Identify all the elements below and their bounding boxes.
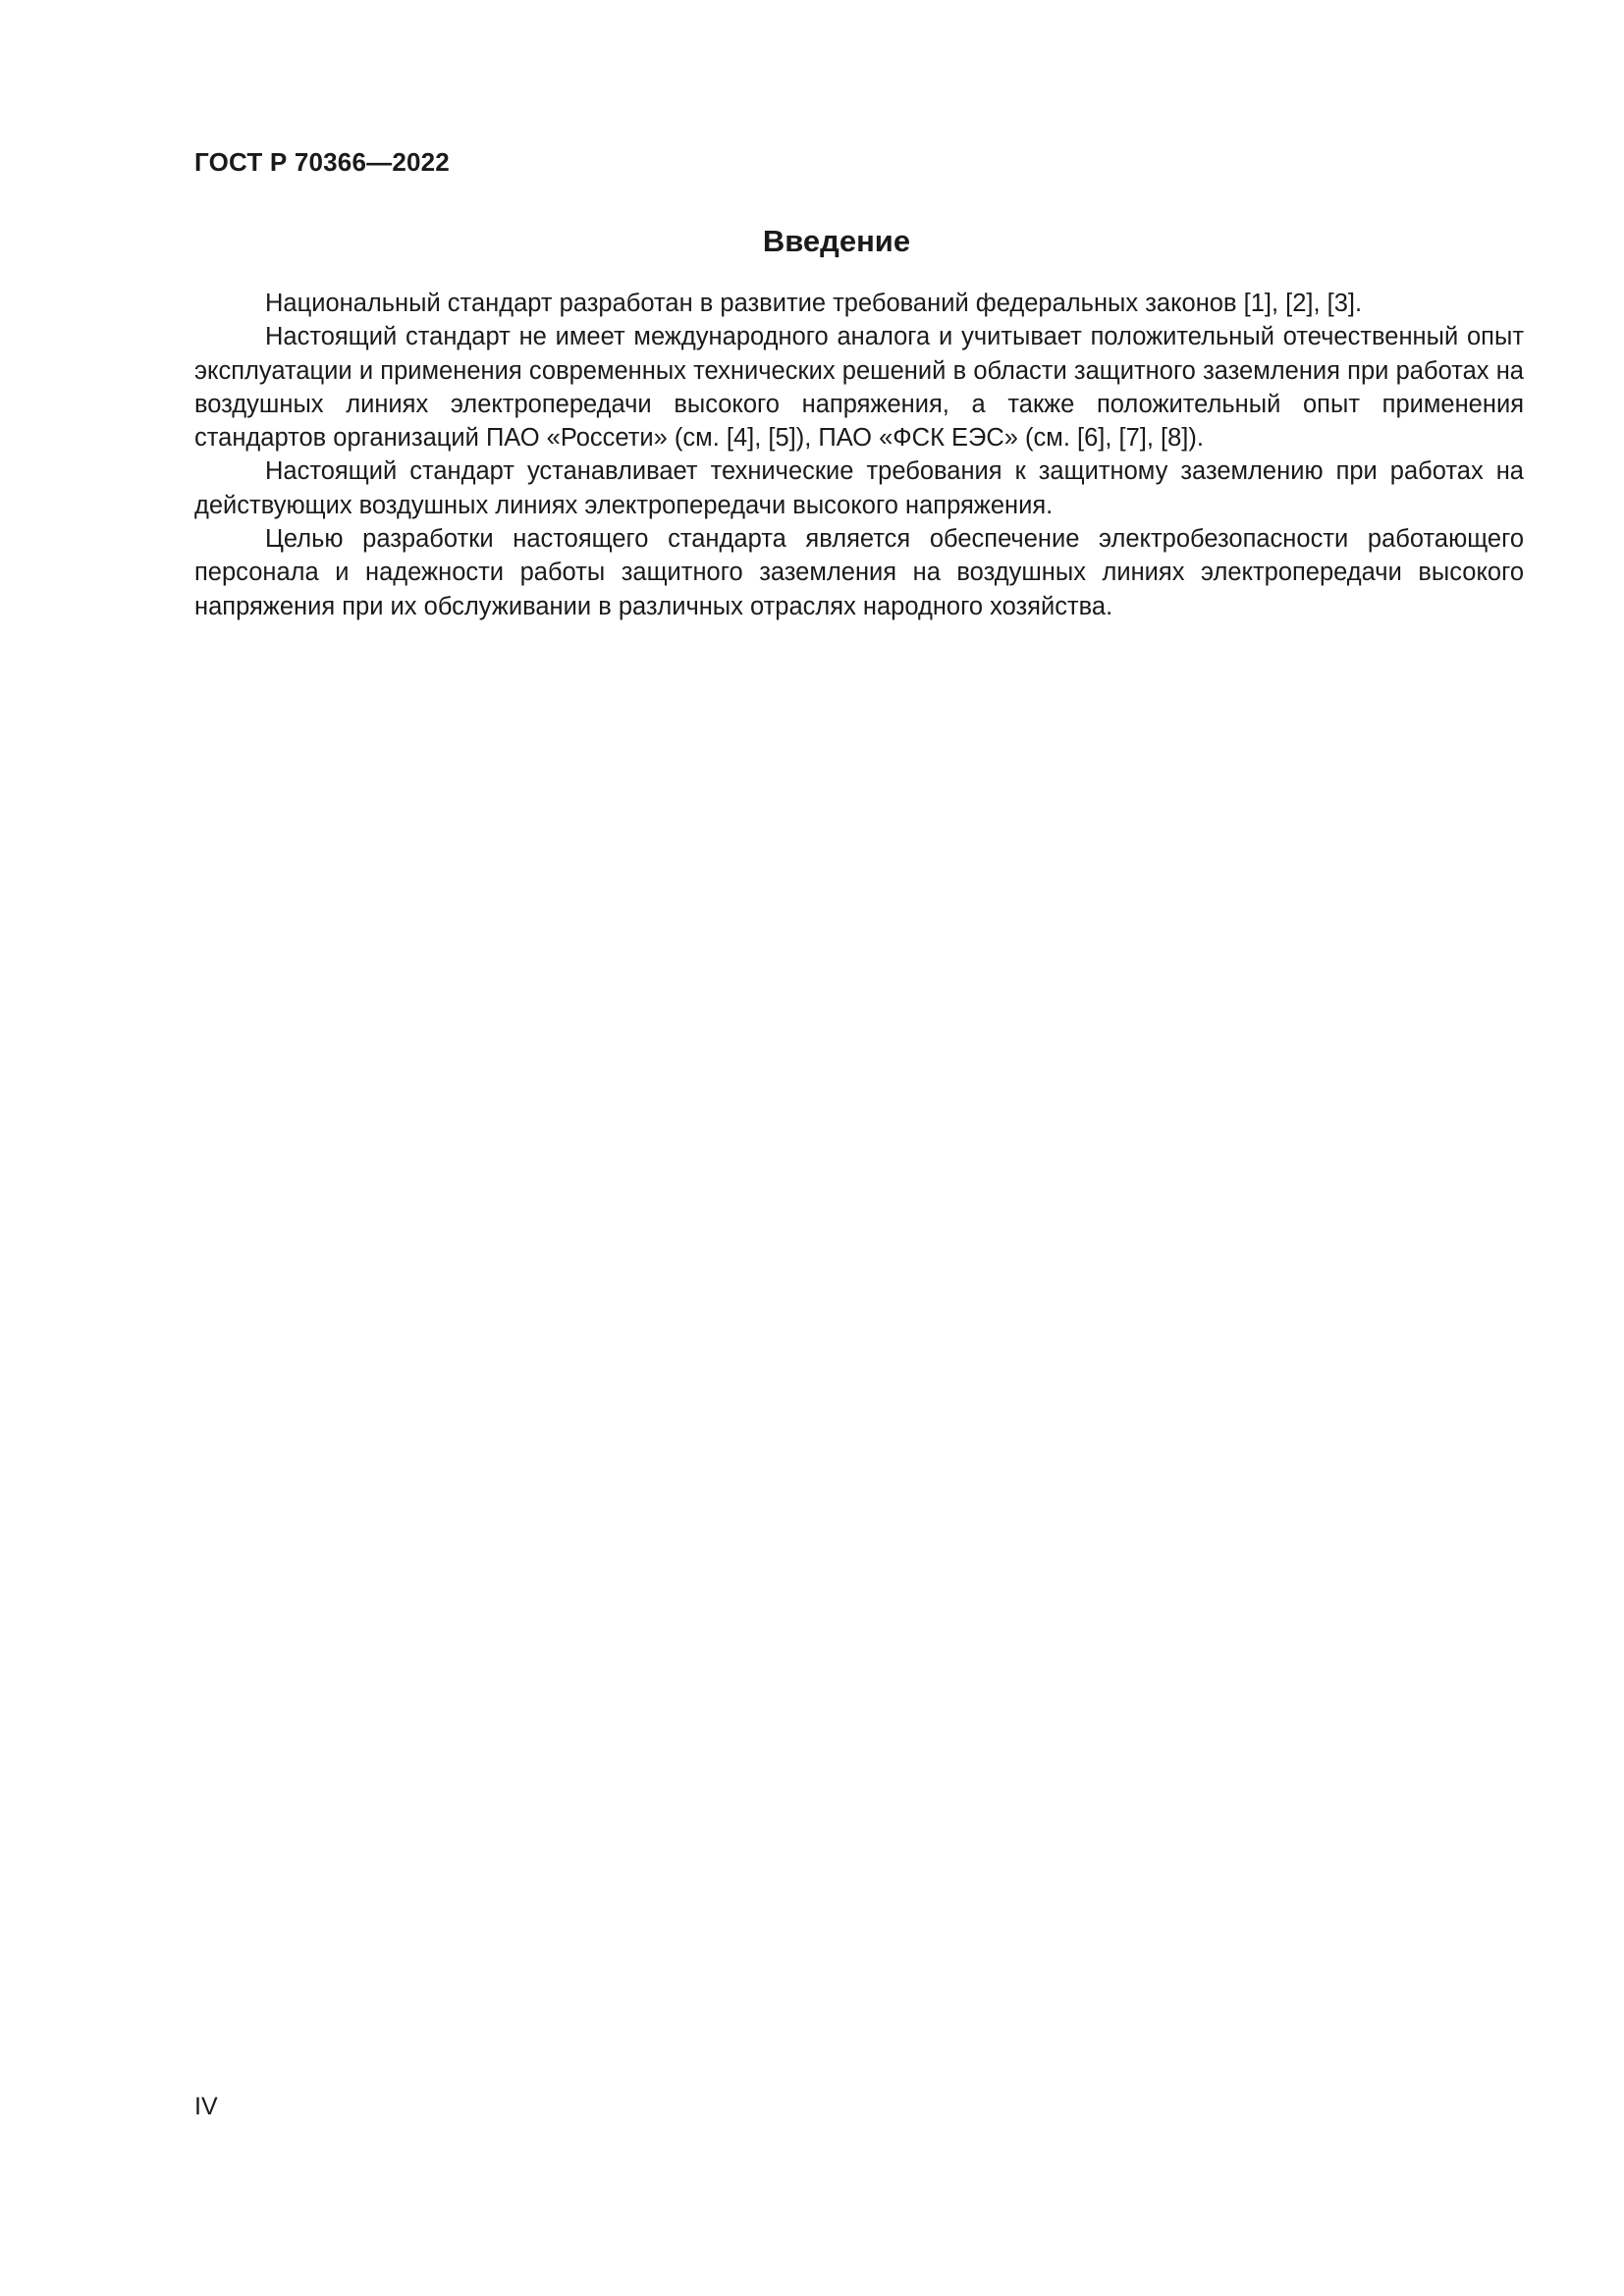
- paragraph: Настоящий стандарт не имеет международного аналога и учитывает положительный отечественный опыт эксплуатации и применения современных технических решений в области защитного заземления при работах на воздушных линиях электропередачи высокого напряжения, а также положительный опыт применения стандартов организаций ПАО «Россети» (см. [4], [5]), ПАО «ФСК ЕЭС» (см. [6], [7], [8]).: [194, 323, 1524, 453]
- paragraph: Настоящий стандарт устанавливает технические требования к защитному заземлению при работах на действующих воздушных линиях электропередачи высокого напряжения.: [194, 457, 1524, 519]
- section-title: Введение: [762, 224, 911, 258]
- paragraph: Национальный стандарт разработан в развитие требований федеральных законов [1], [2], [3].: [265, 290, 1363, 317]
- standard-code-header: ГОСТ Р 70366—2022: [194, 147, 450, 177]
- introduction-body: [194, 287, 1524, 623]
- page-number: IV: [194, 2093, 218, 2120]
- paragraph: Целью разработки настоящего стандарта является обеспечение электробезопасности работающего персонала и надежности работы защитного заземления на воздушных линиях электропередачи высокого напряжения при их обслуживании в различных отраслях народного хозяйства.: [194, 525, 1524, 620]
